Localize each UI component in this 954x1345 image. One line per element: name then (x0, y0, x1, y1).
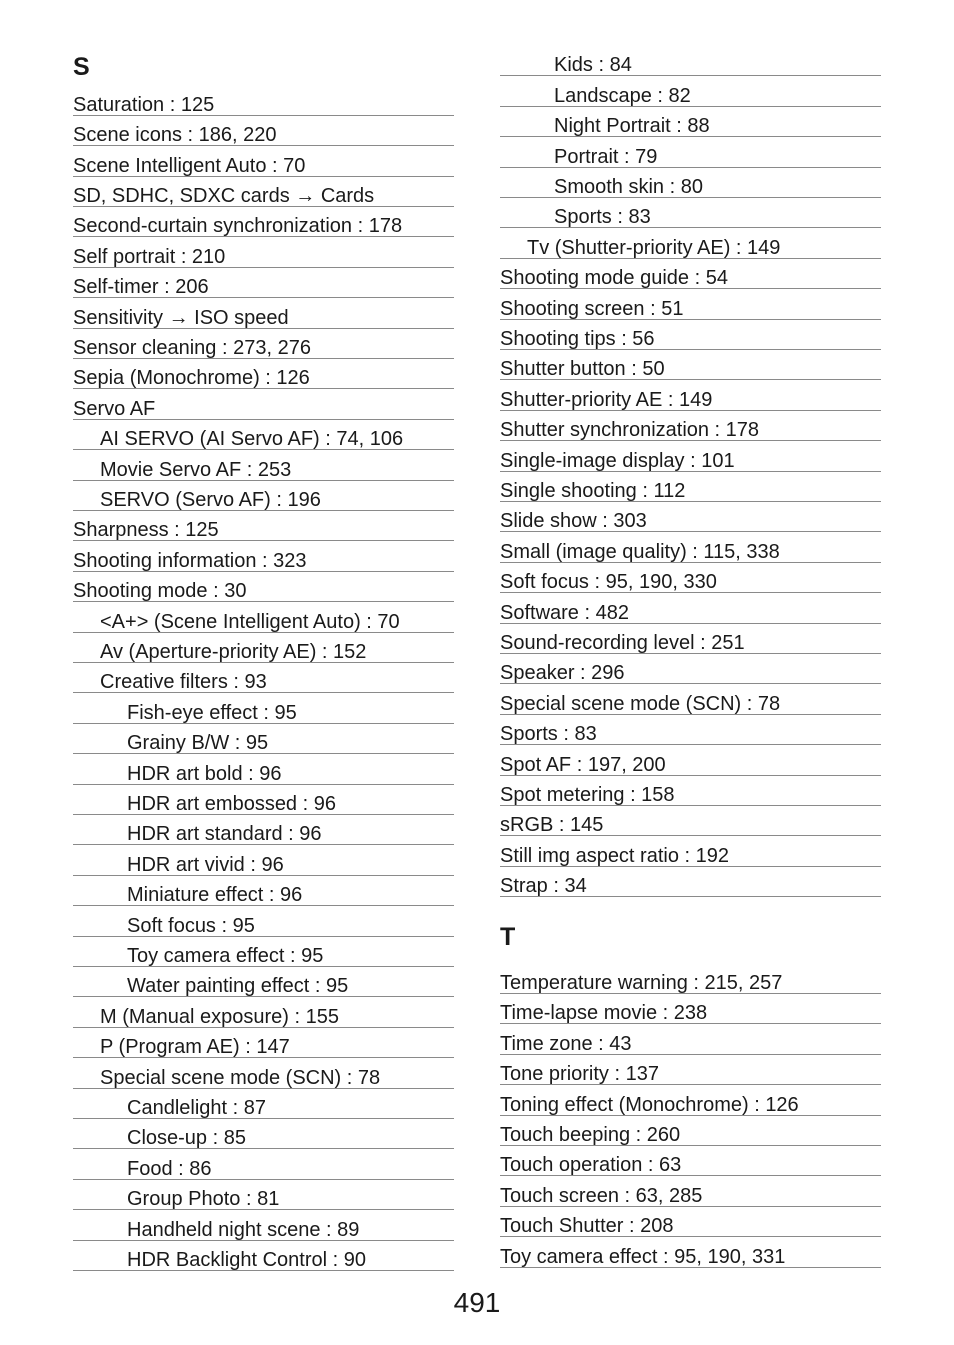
index-entry-text: Touch Shutter : 208 (500, 1215, 674, 1238)
index-entry (500, 168, 881, 198)
index-entry-text: Scene Intelligent Auto : 70 (73, 154, 306, 177)
index-entry-text: Sound-recording level : 251 (500, 631, 745, 654)
index-entry-text: Group Photo : 81 (127, 1188, 280, 1211)
index-entry (73, 785, 454, 815)
index-entry-text: Small (image quality) : 115, 338 (500, 540, 780, 563)
index-entry-text: Single shooting : 112 (500, 479, 686, 502)
index-entry-text: SD, SDHC, SDXC cards → Cards (73, 185, 375, 208)
index-entry (500, 411, 881, 441)
index-entry-text: Saturation : 125 (73, 93, 215, 116)
index-entry (73, 329, 454, 359)
index-entry-text: Toy camera effect : 95, 190, 331 (500, 1245, 786, 1268)
index-entry-text: <A+> (Scene Intelligent Auto) : 70 (100, 610, 400, 633)
index-entry (500, 994, 881, 1024)
index-entry-text: Shutter-priority AE : 149 (500, 388, 713, 411)
index-entry-text: Miniature effect : 96 (127, 884, 303, 907)
index-entry (500, 1116, 881, 1146)
index-entry-text: Sensitivity → ISO speed (73, 306, 289, 329)
index-entry-text: Shooting mode : 30 (73, 580, 247, 603)
index-entry (73, 602, 454, 632)
index-entry (500, 806, 881, 836)
index-entry (73, 1058, 454, 1088)
index-entry-text: P (Program AE) : 147 (100, 1036, 290, 1059)
index-entry-text: Temperature warning : 215, 257 (500, 972, 783, 995)
index-entry-text: HDR art bold : 96 (127, 762, 282, 785)
index-entry (73, 663, 454, 693)
index-entry-text: Speaker : 296 (500, 662, 625, 685)
index-entry (73, 1089, 454, 1119)
index-entry (73, 1180, 454, 1210)
index-entry-text: Touch operation : 63 (500, 1154, 682, 1177)
index-entry (500, 228, 881, 258)
index-entry (500, 259, 881, 289)
index-entry (73, 511, 454, 541)
index-entry (500, 684, 881, 714)
index-entry (500, 1237, 881, 1267)
index-entry (73, 542, 454, 572)
index-entry-text: Candlelight : 87 (127, 1097, 266, 1120)
index-entry (73, 846, 454, 876)
index-entry (73, 967, 454, 997)
index-entry-text: Shooting mode guide : 54 (500, 267, 728, 290)
index-entry (73, 633, 454, 663)
index-entry-text: Fish-eye effect : 95 (127, 701, 297, 724)
index-entry-text: HDR art vivid : 96 (127, 853, 284, 876)
index-entry (500, 715, 881, 745)
index-entry-text: AI SERVO (AI Servo AF) : 74, 106 (100, 428, 404, 451)
index-entry (500, 593, 881, 623)
index-entry (73, 876, 454, 906)
index-entry-text: Software : 482 (500, 601, 629, 624)
index-entry (500, 320, 881, 350)
index-entry-text: Portrait : 79 (554, 145, 658, 168)
index-entry-text: Slide show : 303 (500, 510, 647, 533)
index-entry-text: Time-lapse movie : 238 (500, 1002, 708, 1025)
index-entry (73, 1028, 454, 1058)
index-entry (500, 867, 881, 897)
index-entry-text: Still img aspect ratio : 192 (500, 844, 729, 867)
index-entry (500, 532, 881, 562)
index-entry-text: Soft focus : 95 (127, 914, 255, 937)
index-entry (500, 745, 881, 775)
index-entry-text: Shooting screen : 51 (500, 297, 684, 320)
index-entry-text: Touch beeping : 260 (500, 1124, 681, 1147)
index-entry (500, 350, 881, 380)
index-entry-text: Kids : 84 (554, 54, 632, 77)
index-entry (500, 441, 881, 471)
index-entry (73, 116, 454, 146)
index-entry-text: Special scene mode (SCN) : 78 (500, 692, 781, 715)
index-entry (500, 46, 881, 76)
index-entry (500, 198, 881, 228)
index-entry (73, 207, 454, 237)
index-entry (73, 998, 454, 1028)
index-entry-text: Special scene mode (SCN) : 78 (100, 1066, 381, 1089)
index-entry (73, 1210, 454, 1240)
index-entry (73, 694, 454, 724)
index-entry (500, 563, 881, 593)
index-entry-text: Av (Aperture-priority AE) : 152 (100, 641, 367, 664)
index-entry-text: Shooting information : 323 (73, 549, 307, 572)
index-entry-text: Second-curtain synchronization : 178 (73, 215, 403, 238)
index-entry (500, 502, 881, 532)
index-entry-text: Sepia (Monochrome) : 126 (73, 367, 310, 390)
index-entry (500, 964, 881, 994)
index-entry (500, 76, 881, 106)
index-entry-text: Tone priority : 137 (500, 1063, 659, 1086)
index-entry-text: SERVO (Servo AF) : 196 (100, 489, 321, 512)
index-entry-text: Food : 86 (127, 1157, 212, 1180)
index-entry-text: Smooth skin : 80 (554, 175, 703, 198)
index-entry (73, 420, 454, 450)
index-entry-text: Creative filters : 93 (100, 671, 267, 694)
index-entry-text: Sharpness : 125 (73, 519, 219, 542)
index-entry (500, 107, 881, 137)
index-entry-text: Sports : 83 (500, 723, 597, 746)
index-entry-text: Sensor cleaning : 273, 276 (73, 337, 311, 360)
index-entry (500, 472, 881, 502)
index-entry (73, 906, 454, 936)
index-entry (73, 1150, 454, 1180)
index-entry (73, 268, 454, 298)
index-entry-text: Night Portrait : 88 (554, 115, 710, 138)
index-entry (73, 937, 454, 967)
index-entry (73, 754, 454, 784)
index-entry-text: Spot AF : 197, 200 (500, 753, 666, 776)
index-entry (500, 137, 881, 167)
index-entry-text: Servo AF (73, 397, 156, 420)
index-entry-text: Touch screen : 63, 285 (500, 1184, 703, 1207)
index-entry (500, 624, 881, 654)
index-entry-text: Handheld night scene : 89 (127, 1218, 360, 1241)
index-entry (500, 1177, 881, 1207)
index-entry (73, 815, 454, 845)
index-entry-text: Water painting effect : 95 (127, 975, 349, 998)
index-entry (500, 1085, 881, 1115)
index-entry (500, 1025, 881, 1055)
index-entry (73, 450, 454, 480)
index-entry-text: Time zone : 43 (500, 1032, 632, 1055)
index-entry (500, 1146, 881, 1176)
index-entry-text: Soft focus : 95, 190, 330 (500, 571, 717, 594)
page-number: 491 (453, 1287, 501, 1318)
index-entry (73, 390, 454, 420)
index-section-heading: T (500, 923, 516, 952)
index-entry (500, 776, 881, 806)
index-entry-text: Grainy B/W : 95 (127, 732, 269, 755)
index-entry-text: HDR art standard : 96 (127, 823, 322, 846)
index-entry (500, 836, 881, 866)
index-entry (73, 86, 454, 116)
index-entry-text: Toy camera effect : 95 (127, 945, 324, 968)
index-entry (500, 289, 881, 319)
index-entry-text: Close-up : 85 (127, 1127, 246, 1150)
index-entry (73, 572, 454, 602)
index-entry (73, 359, 454, 389)
index-entry-text: Spot metering : 158 (500, 783, 675, 806)
index-entry (73, 298, 454, 328)
index-entry-text: Tv (Shutter-priority AE) : 149 (527, 236, 781, 259)
index-entry-text: HDR art embossed : 96 (127, 793, 336, 816)
index-entry-text: M (Manual exposure) : 155 (100, 1005, 340, 1028)
index-entry-text: Strap : 34 (500, 875, 587, 898)
index-entry (500, 1207, 881, 1237)
index-entry (500, 380, 881, 410)
index-entry-text: Self-timer : 206 (73, 276, 209, 299)
index-entry (73, 724, 454, 754)
index-entry (73, 146, 454, 176)
index-entry-text: sRGB : 145 (500, 814, 604, 837)
index-entry (73, 238, 454, 268)
index-entry (73, 1241, 454, 1271)
index-entry (73, 177, 454, 207)
index-entry-text: Scene icons : 186, 220 (73, 124, 277, 147)
index-entry-text: Single-image display : 101 (500, 449, 735, 472)
index-entry-text: Shutter synchronization : 178 (500, 419, 760, 442)
index-entry-text: Shooting tips : 56 (500, 327, 655, 350)
index-entry (500, 1055, 881, 1085)
index-entry-text: Movie Servo AF : 253 (100, 458, 292, 481)
index-entry-text: Toning effect (Monochrome) : 126 (500, 1093, 799, 1116)
index-entry (73, 481, 454, 511)
index-entry-text: Landscape : 82 (554, 84, 691, 107)
index-entry (500, 654, 881, 684)
index-section-heading: S (73, 53, 90, 81)
index-entry-text: Sports : 83 (554, 206, 651, 229)
index-entry (73, 1119, 454, 1149)
index-entry-text: HDR Backlight Control : 90 (127, 1249, 366, 1272)
index-entry-text: Shutter button : 50 (500, 358, 665, 381)
index-entry-text: Self portrait : 210 (73, 245, 226, 268)
